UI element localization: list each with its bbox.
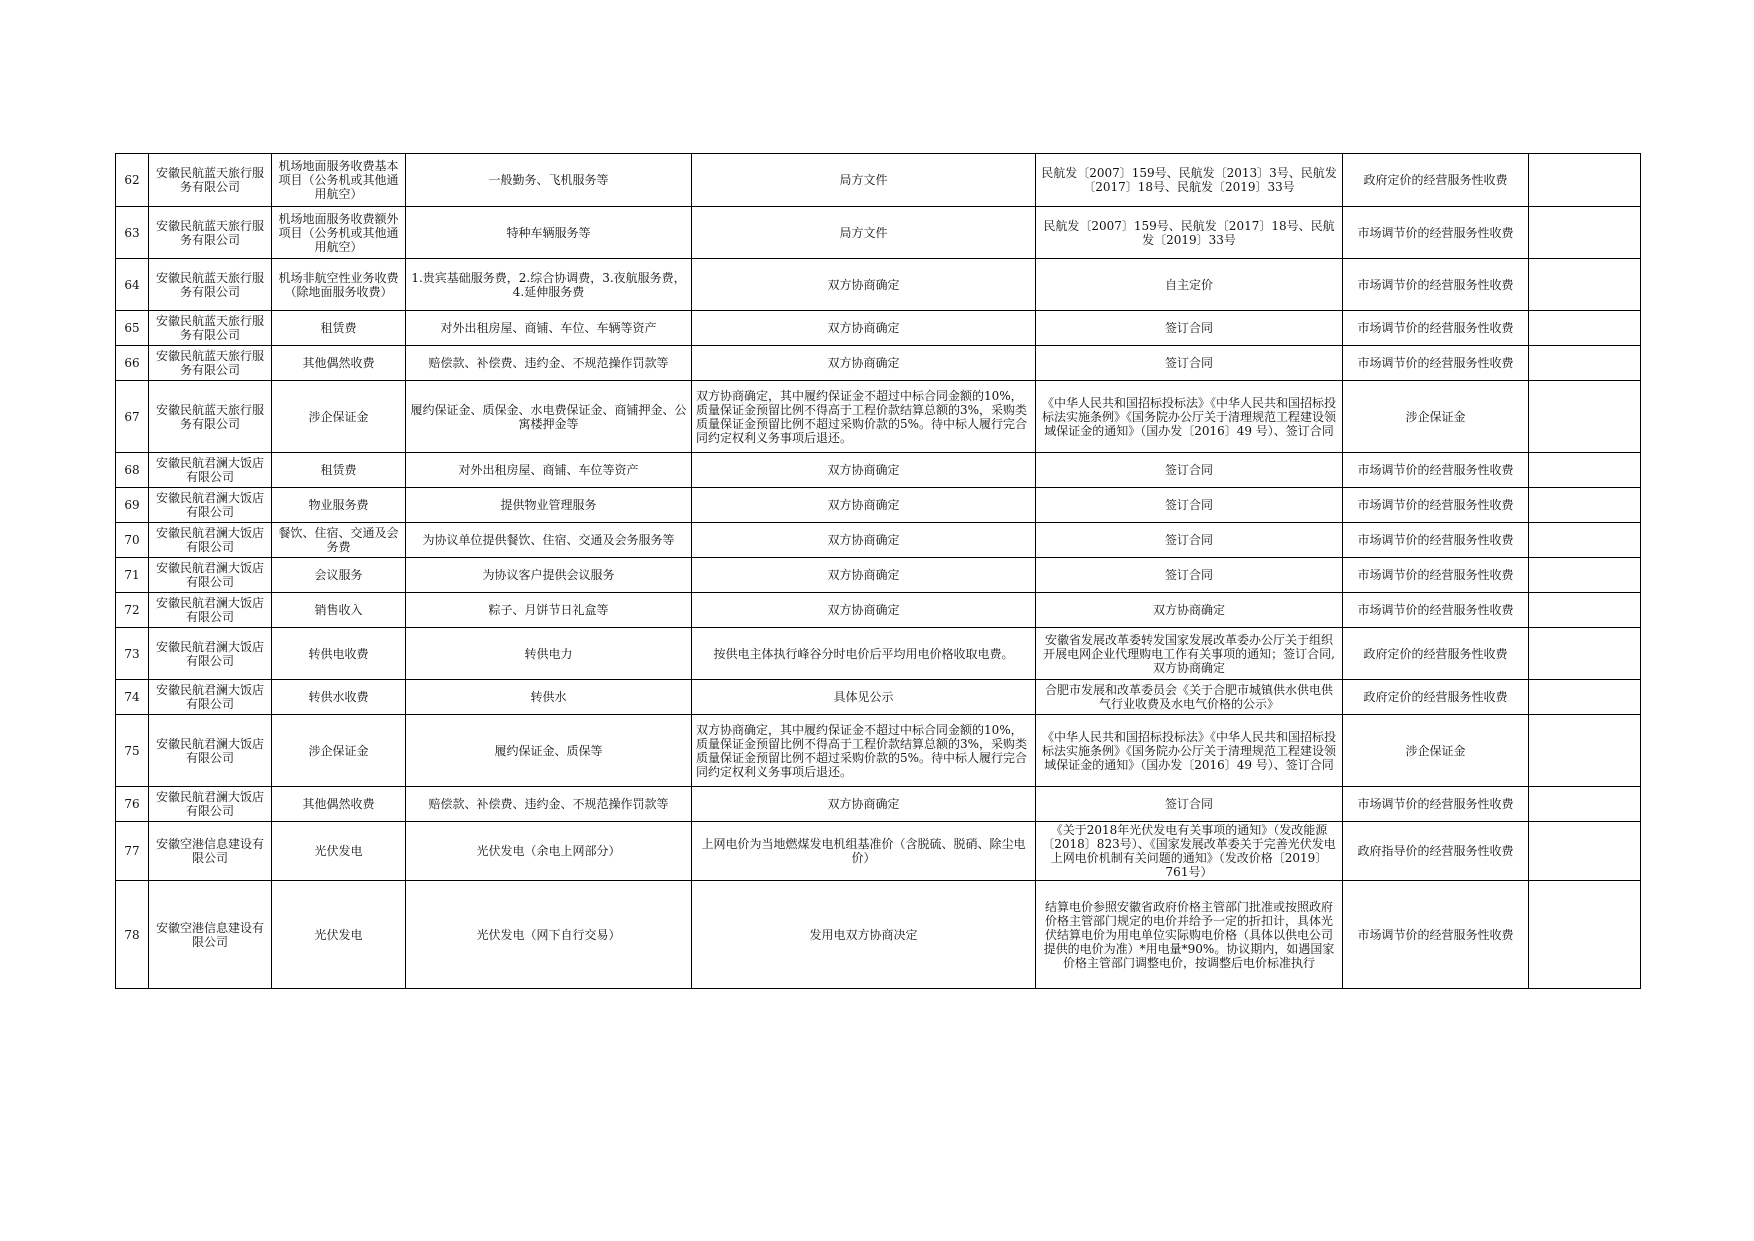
cell-fee-item: 租赁费 (272, 311, 406, 346)
table-row (116, 523, 1641, 558)
cell-fee-item: 转供水收费 (272, 680, 406, 715)
cell-fee-item: 光伏发电 (272, 822, 406, 881)
cell-number: 70 (116, 523, 149, 558)
cell-fee-item: 租赁费 (272, 453, 406, 488)
cell-fee-standard: 双方协商确定 (692, 453, 1036, 488)
cell-number: 62 (116, 154, 149, 207)
table-row (116, 381, 1641, 453)
cell-fee-category: 政府定价的经营服务性收费 (1343, 154, 1529, 207)
cell-fee-basis: 《中华人民共和国招标投标法》《中华人民共和国招标投标法实施条例》《国务院办公厅关于清理规范工程建设领域保证金的通知》（国办发〔2016〕49 号）、签订合同 (1036, 715, 1343, 787)
cell-company: 安徽民航君澜大饭店有限公司 (149, 628, 272, 680)
cell-fee-basis: 双方协商确定 (1036, 593, 1343, 628)
cell-company: 安徽民航蓝天旅行服务有限公司 (149, 346, 272, 381)
cell-fee-basis: 结算电价参照安徽省政府价格主管部门批准或按照政府价格主管部门规定的电价并给予一定的折扣计，具体光伏结算电价为用电单位实际购电价格（具体以供电公司提供的电价为准）*用电量*90%。协议期内，如遇国家价格主管部门调整电价，按调整后电价标准执行 (1036, 881, 1343, 989)
cell-fee-content: 转供电力 (406, 628, 692, 680)
cell-fee-basis: 合肥市发展和改革委员会《关于合肥市城镇供水供电供气行业收费及水电气价格的公示》 (1036, 680, 1343, 715)
cell-number: 78 (116, 881, 149, 989)
cell-fee-standard: 双方协商确定，其中履约保证金不超过中标合同金额的10%，质量保证金预留比例不得高于工程价款结算总额的3%，采购类质量保证金预留比例不超过采购价款的5%。待中标人履行完合同约定权利义务事项后退还。 (692, 381, 1036, 453)
cell-fee-item: 物业服务费 (272, 488, 406, 523)
cell-fee-item: 其他偶然收费 (272, 787, 406, 822)
cell-number: 76 (116, 787, 149, 822)
cell-number: 63 (116, 207, 149, 259)
cell-note (1529, 311, 1641, 346)
cell-fee-category: 涉企保证金 (1343, 715, 1529, 787)
table-row (116, 488, 1641, 523)
cell-company: 安徽空港信息建设有限公司 (149, 822, 272, 881)
cell-fee-category: 市场调节价的经营服务性收费 (1343, 881, 1529, 989)
cell-note (1529, 822, 1641, 881)
cell-fee-basis: 民航发〔2007〕159号、民航发〔2017〕18号、民航发〔2019〕33号 (1036, 207, 1343, 259)
cell-fee-standard: 具体见公示 (692, 680, 1036, 715)
cell-note (1529, 453, 1641, 488)
table-row (116, 715, 1641, 787)
cell-note (1529, 558, 1641, 593)
cell-fee-standard: 双方协商确定，其中履约保证金不超过中标合同金额的10%，质量保证金预留比例不得高于工程价款结算总额的3%，采购类质量保证金预留比例不超过采购价款的5%。待中标人履行完合同约定权利义务事项后退还。 (692, 715, 1036, 787)
table-row (116, 593, 1641, 628)
table-row (116, 558, 1641, 593)
cell-fee-content: 对外出租房屋、商铺、车位等资产 (406, 453, 692, 488)
cell-number: 69 (116, 488, 149, 523)
cell-company: 安徽民航君澜大饭店有限公司 (149, 715, 272, 787)
cell-number: 66 (116, 346, 149, 381)
cell-fee-standard: 双方协商确定 (692, 523, 1036, 558)
table-row (116, 628, 1641, 680)
cell-fee-content: 履约保证金、质保等 (406, 715, 692, 787)
table-row (116, 259, 1641, 311)
cell-fee-content: 光伏发电（余电上网部分） (406, 822, 692, 881)
cell-fee-category: 市场调节价的经营服务性收费 (1343, 311, 1529, 346)
table-row (116, 154, 1641, 207)
cell-company: 安徽空港信息建设有限公司 (149, 881, 272, 989)
cell-fee-item: 机场地面服务收费基本项目（公务机或其他通用航空） (272, 154, 406, 207)
cell-fee-standard: 双方协商确定 (692, 346, 1036, 381)
cell-fee-standard: 双方协商确定 (692, 488, 1036, 523)
cell-fee-content: 光伏发电（网下自行交易） (406, 881, 692, 989)
cell-fee-basis: 自主定价 (1036, 259, 1343, 311)
table-row (116, 207, 1641, 259)
cell-note (1529, 259, 1641, 311)
cell-number: 68 (116, 453, 149, 488)
cell-company: 安徽民航君澜大饭店有限公司 (149, 593, 272, 628)
cell-fee-basis: 《中华人民共和国招标投标法》《中华人民共和国招标投标法实施条例》《国务院办公厅关于清理规范工程建设领域保证金的通知》（国办发〔2016〕49 号）、签订合同 (1036, 381, 1343, 453)
cell-fee-content: 一般勤务、飞机服务等 (406, 154, 692, 207)
table-row (116, 881, 1641, 989)
cell-fee-content: 对外出租房屋、商铺、车位、车辆等资产 (406, 311, 692, 346)
cell-note (1529, 154, 1641, 207)
cell-company: 安徽民航蓝天旅行服务有限公司 (149, 311, 272, 346)
cell-company: 安徽民航蓝天旅行服务有限公司 (149, 381, 272, 453)
cell-fee-item: 销售收入 (272, 593, 406, 628)
cell-fee-category: 市场调节价的经营服务性收费 (1343, 488, 1529, 523)
cell-company: 安徽民航君澜大饭店有限公司 (149, 680, 272, 715)
cell-fee-category: 市场调节价的经营服务性收费 (1343, 259, 1529, 311)
cell-fee-standard: 双方协商确定 (692, 787, 1036, 822)
cell-fee-basis: 签订合同 (1036, 558, 1343, 593)
cell-fee-standard: 双方协商确定 (692, 558, 1036, 593)
table-row (116, 311, 1641, 346)
table-row (116, 822, 1641, 881)
cell-fee-standard: 局方文件 (692, 207, 1036, 259)
cell-note (1529, 523, 1641, 558)
cell-number: 67 (116, 381, 149, 453)
table-row (116, 787, 1641, 822)
table-row (116, 680, 1641, 715)
cell-fee-category: 政府指导价的经营服务性收费 (1343, 822, 1529, 881)
cell-company: 安徽民航君澜大饭店有限公司 (149, 523, 272, 558)
cell-number: 74 (116, 680, 149, 715)
cell-fee-standard: 发用电双方协商决定 (692, 881, 1036, 989)
cell-fee-item: 会议服务 (272, 558, 406, 593)
cell-fee-content: 履约保证金、质保金、水电费保证金、商铺押金、公寓楼押金等 (406, 381, 692, 453)
cell-fee-item: 光伏发电 (272, 881, 406, 989)
cell-fee-basis: 《关于2018年光伏发电有关事项的通知》（发改能源〔2018〕823号）、《国家发展改革委关于完善光伏发电上网电价机制有关问题的通知》（发改价格〔2019〕761号） (1036, 822, 1343, 881)
cell-fee-category: 政府定价的经营服务性收费 (1343, 680, 1529, 715)
cell-fee-category: 政府定价的经营服务性收费 (1343, 628, 1529, 680)
table-body (116, 154, 1641, 989)
cell-fee-content: 粽子、月饼节日礼盒等 (406, 593, 692, 628)
cell-number: 71 (116, 558, 149, 593)
cell-fee-item: 机场非航空性业务收费（除地面服务收费） (272, 259, 406, 311)
cell-fee-item: 餐饮、住宿、交通及会务费 (272, 523, 406, 558)
cell-note (1529, 628, 1641, 680)
cell-company: 安徽民航君澜大饭店有限公司 (149, 488, 272, 523)
fee-table (115, 153, 1641, 989)
cell-fee-standard: 局方文件 (692, 154, 1036, 207)
cell-fee-standard: 按供电主体执行峰谷分时电价后平均用电价格收取电费。 (692, 628, 1036, 680)
cell-fee-category: 市场调节价的经营服务性收费 (1343, 558, 1529, 593)
cell-fee-standard: 双方协商确定 (692, 593, 1036, 628)
cell-fee-category: 市场调节价的经营服务性收费 (1343, 453, 1529, 488)
cell-fee-basis: 签订合同 (1036, 346, 1343, 381)
cell-fee-basis: 签订合同 (1036, 311, 1343, 346)
cell-fee-standard: 上网电价为当地燃煤发电机组基准价（含脱硫、脱硝、除尘电价） (692, 822, 1036, 881)
cell-number: 64 (116, 259, 149, 311)
table-row (116, 453, 1641, 488)
cell-fee-category: 市场调节价的经营服务性收费 (1343, 207, 1529, 259)
cell-company: 安徽民航君澜大饭店有限公司 (149, 453, 272, 488)
cell-fee-category: 市场调节价的经营服务性收费 (1343, 787, 1529, 822)
cell-fee-basis: 民航发〔2007〕159号、民航发〔2013〕3号、民航发〔2017〕18号、民航发〔2019〕33号 (1036, 154, 1343, 207)
cell-note (1529, 381, 1641, 453)
cell-fee-content: 为协议客户提供会议服务 (406, 558, 692, 593)
cell-note (1529, 207, 1641, 259)
cell-note (1529, 488, 1641, 523)
cell-fee-basis: 签订合同 (1036, 523, 1343, 558)
cell-fee-category: 涉企保证金 (1343, 381, 1529, 453)
cell-company: 安徽民航君澜大饭店有限公司 (149, 558, 272, 593)
cell-fee-content: 赔偿款、补偿费、违约金、不规范操作罚款等 (406, 346, 692, 381)
cell-note (1529, 787, 1641, 822)
cell-fee-item: 其他偶然收费 (272, 346, 406, 381)
cell-fee-category: 市场调节价的经营服务性收费 (1343, 523, 1529, 558)
cell-number: 65 (116, 311, 149, 346)
cell-note (1529, 593, 1641, 628)
cell-number: 75 (116, 715, 149, 787)
cell-note (1529, 680, 1641, 715)
cell-fee-item: 转供电收费 (272, 628, 406, 680)
cell-note (1529, 881, 1641, 989)
cell-company: 安徽民航蓝天旅行服务有限公司 (149, 207, 272, 259)
cell-fee-content: 特种车辆服务等 (406, 207, 692, 259)
cell-fee-item: 涉企保证金 (272, 381, 406, 453)
cell-fee-basis: 签订合同 (1036, 787, 1343, 822)
cell-fee-item: 机场地面服务收费额外项目（公务机或其他通用航空） (272, 207, 406, 259)
cell-number: 72 (116, 593, 149, 628)
cell-fee-content: 提供物业管理服务 (406, 488, 692, 523)
cell-company: 安徽民航君澜大饭店有限公司 (149, 787, 272, 822)
table-row (116, 346, 1641, 381)
cell-number: 77 (116, 822, 149, 881)
cell-fee-content: 为协议单位提供餐饮、住宿、交通及会务服务等 (406, 523, 692, 558)
cell-note (1529, 715, 1641, 787)
cell-note (1529, 346, 1641, 381)
cell-fee-basis: 安徽省发展改革委转发国家发展改革委办公厅关于组织开展电网企业代理购电工作有关事项的通知；签订合同,双方协商确定 (1036, 628, 1343, 680)
cell-company: 安徽民航蓝天旅行服务有限公司 (149, 259, 272, 311)
cell-fee-content: 1.贵宾基础服务费，2.综合协调费，3.夜航服务费，4.延伸服务费 (406, 259, 692, 311)
cell-company: 安徽民航蓝天旅行服务有限公司 (149, 154, 272, 207)
cell-fee-content: 转供水 (406, 680, 692, 715)
cell-fee-basis: 签订合同 (1036, 453, 1343, 488)
cell-fee-standard: 双方协商确定 (692, 311, 1036, 346)
cell-number: 73 (116, 628, 149, 680)
cell-fee-category: 市场调节价的经营服务性收费 (1343, 346, 1529, 381)
cell-fee-standard: 双方协商确定 (692, 259, 1036, 311)
cell-fee-content: 赔偿款、补偿费、违约金、不规范操作罚款等 (406, 787, 692, 822)
cell-fee-item: 涉企保证金 (272, 715, 406, 787)
cell-fee-category: 市场调节价的经营服务性收费 (1343, 593, 1529, 628)
cell-fee-basis: 签订合同 (1036, 488, 1343, 523)
